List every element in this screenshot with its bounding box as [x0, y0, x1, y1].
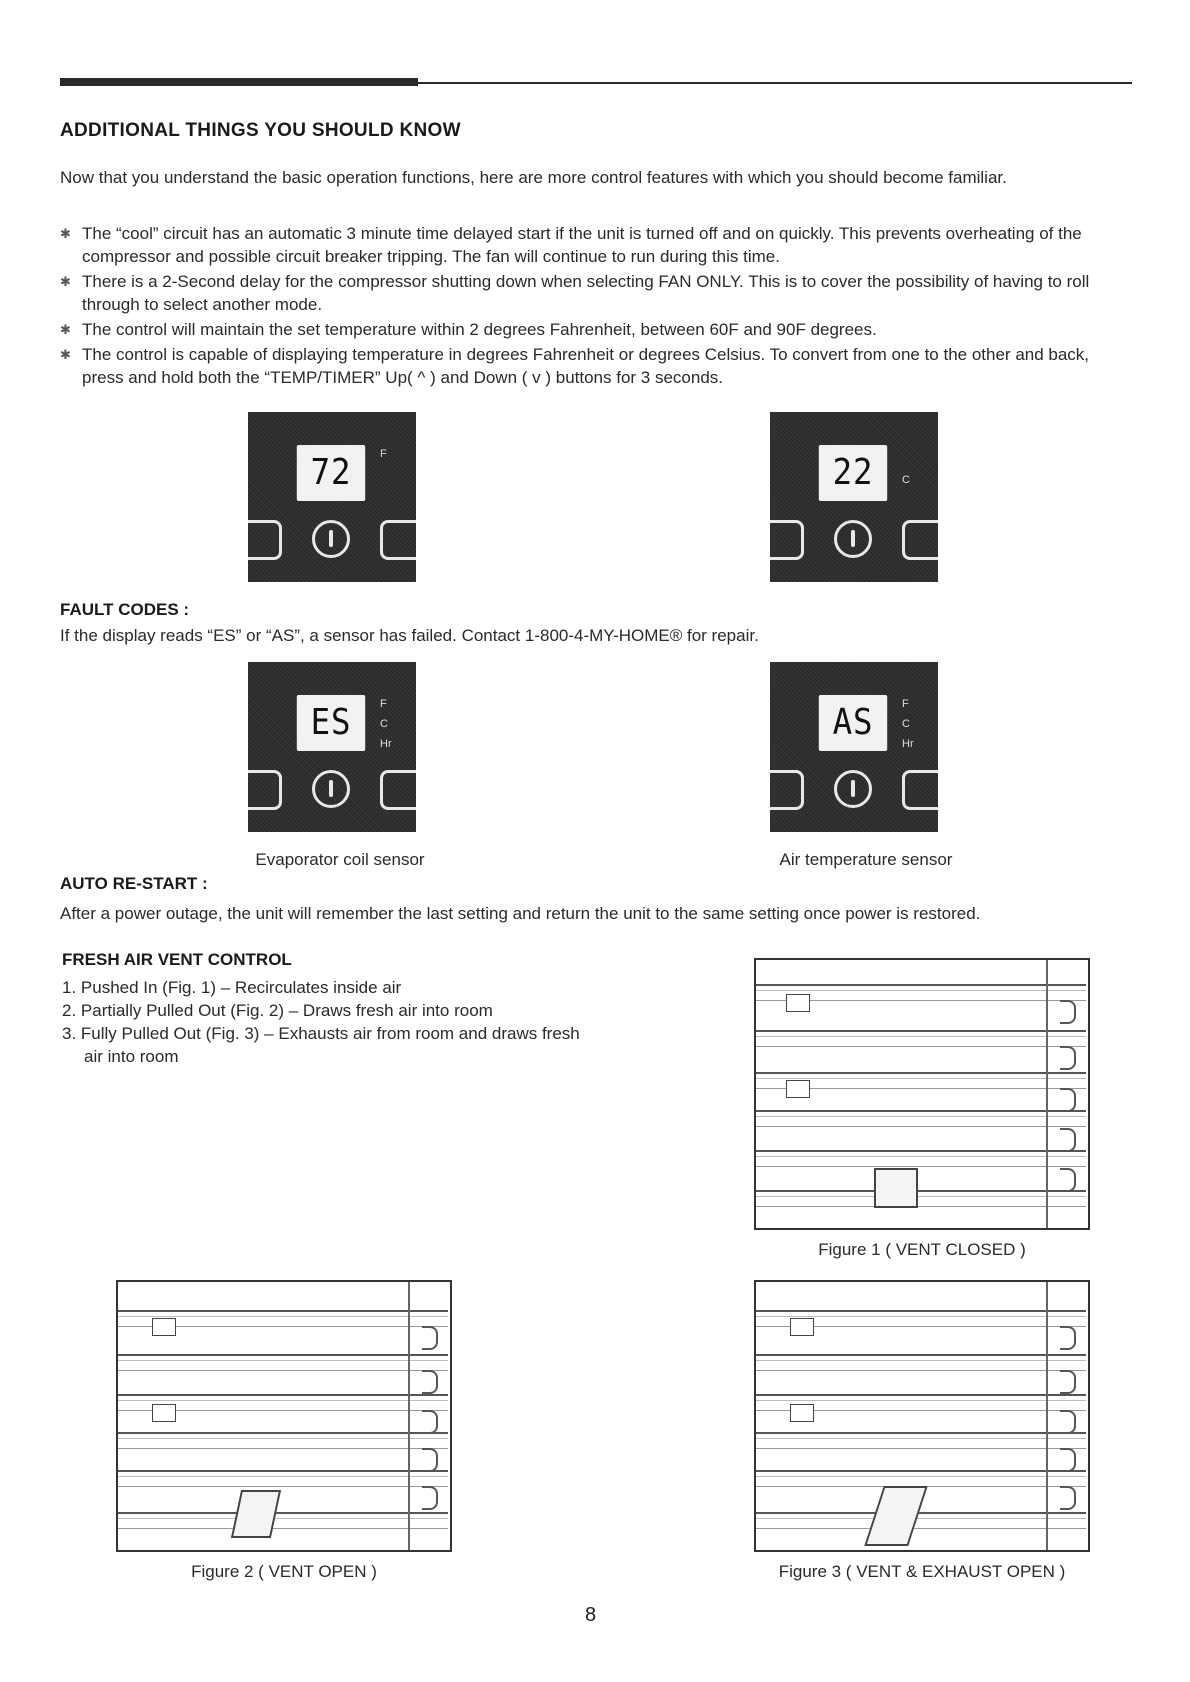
control-panel-celsius	[770, 412, 938, 582]
louver	[118, 1354, 448, 1371]
power-icon	[312, 520, 350, 558]
bullet-item: ✱ There is a 2-Second delay for the compressor shutting down when selecting FAN ONLY. This is to cover the possibility of having to roll through to select another mode.	[60, 272, 1090, 314]
auto-restart-title: AUTO RE-START :	[60, 874, 208, 893]
right-button-icon	[380, 770, 416, 810]
control-panel-es	[248, 662, 416, 832]
hook	[1060, 1326, 1076, 1350]
unit-label-f: F	[902, 698, 909, 710]
hook	[1060, 1448, 1076, 1472]
vent-step-3: 3. Fully Pulled Out (Fig. 3) – Exhausts air from room and draws fresh	[62, 1024, 580, 1043]
clip	[786, 1080, 810, 1098]
louver	[756, 1190, 1086, 1207]
vent-slider-handle	[874, 1168, 918, 1208]
power-icon	[834, 770, 872, 808]
section-title: ADDITIONAL THINGS YOU SHOULD KNOW	[60, 120, 461, 141]
hook	[1060, 1046, 1076, 1070]
hook	[422, 1410, 438, 1434]
left-button-icon	[770, 520, 804, 560]
caption-evaporator-sensor: Evaporator coil sensor	[255, 850, 425, 869]
feature-bullet-list	[60, 222, 1130, 391]
rail	[1046, 960, 1048, 1228]
hook	[422, 1448, 438, 1472]
hook	[1060, 1486, 1076, 1510]
hook	[1060, 1088, 1076, 1112]
caption-air-sensor: Air temperature sensor	[779, 850, 953, 869]
bullet-item: ✱ The control will maintain the set temperature within 2 degrees Fahrenheit, between 60F and 90F degrees.	[60, 320, 877, 339]
asterisk-icon: ✱	[60, 274, 71, 289]
fault-codes-title: FAULT CODES :	[60, 600, 190, 619]
bullet-item: ✱ The control is capable of displaying temperature in degrees Fahrenheit or degrees Celsius. To convert from one to the other and back, press and hold both the “TEMP/TIMER” Up( ^ ) and Down ( v ) buttons for 3 seconds.	[60, 345, 1090, 387]
clip	[786, 994, 810, 1012]
asterisk-icon: ✱	[60, 322, 71, 337]
louver	[118, 1470, 448, 1487]
unit-label-c: C	[902, 718, 910, 730]
vent-step-2: 2. Partially Pulled Out (Fig. 2) – Draws fresh air into room	[62, 1001, 493, 1020]
clip	[790, 1404, 814, 1422]
figure-1-vent-closed	[754, 958, 1090, 1230]
unit-label: F	[380, 448, 387, 460]
control-panel-as	[770, 662, 938, 832]
louver	[756, 1512, 1086, 1529]
left-button-icon	[248, 520, 282, 560]
unit-label: C	[902, 474, 910, 486]
lcd-display: 22	[819, 445, 887, 501]
figure-1-caption: Figure 1 ( VENT CLOSED )	[818, 1240, 1026, 1259]
hook	[422, 1370, 438, 1394]
lcd-display: AS	[819, 695, 887, 751]
control-panel-fahrenheit	[248, 412, 416, 582]
lcd-display: ES	[297, 695, 365, 751]
unit-label-hr: Hr	[380, 738, 392, 750]
header-rule-thin	[60, 82, 1132, 84]
asterisk-icon: ✱	[60, 347, 71, 362]
left-button-icon	[770, 770, 804, 810]
clip	[152, 1318, 176, 1336]
lcd-display: 72	[297, 445, 365, 501]
louver	[756, 1470, 1086, 1487]
rail	[1046, 1282, 1048, 1550]
clip	[152, 1404, 176, 1422]
figure-2-vent-open	[116, 1280, 452, 1552]
hook	[1060, 1000, 1076, 1024]
left-button-icon	[248, 770, 282, 810]
unit-label-hr: Hr	[902, 738, 914, 750]
right-button-icon	[902, 520, 938, 560]
power-icon	[834, 520, 872, 558]
page-number: 8	[585, 1604, 597, 1626]
hook	[1060, 1168, 1076, 1192]
figure-2-caption: Figure 2 ( VENT OPEN )	[191, 1562, 377, 1581]
vent-control-title: FRESH AIR VENT CONTROL	[62, 950, 292, 969]
bullet-item: ✱ The “cool” circuit has an automatic 3 minute time delayed start if the unit is turned off and on quickly. This prevents overheating of the compressor and possible circuit breaker tripping. The fan will continue to run during this time.	[60, 224, 1082, 266]
louver	[756, 1030, 1086, 1047]
unit-label-f: F	[380, 698, 387, 710]
right-button-icon	[902, 770, 938, 810]
louver	[118, 1432, 448, 1449]
louver	[756, 1150, 1086, 1167]
louver	[118, 1512, 448, 1529]
hook	[1060, 1370, 1076, 1394]
figure-3-vent-exhaust-open	[754, 1280, 1090, 1552]
vent-control-list	[62, 976, 702, 1068]
intro-paragraph: Now that you understand the basic operation functions, here are more control features with which you should become familiar.	[60, 168, 1007, 187]
vent-slider-handle	[231, 1490, 281, 1538]
rail	[408, 1282, 410, 1550]
hook	[422, 1486, 438, 1510]
louver	[756, 1432, 1086, 1449]
louver	[756, 1354, 1086, 1371]
auto-restart-text: After a power outage, the unit will remember the last setting and return the unit to the same setting once power is restored.	[60, 904, 981, 923]
right-button-icon	[380, 520, 416, 560]
asterisk-icon: ✱	[60, 226, 71, 241]
unit-label-c: C	[380, 718, 388, 730]
hook	[1060, 1410, 1076, 1434]
vent-step-3-continued: air into room	[84, 1047, 179, 1066]
vent-step-1: 1. Pushed In (Fig. 1) – Recirculates inside air	[62, 978, 402, 997]
fault-codes-text: If the display reads “ES” or “AS”, a sensor has failed. Contact 1-800-4-MY-HOME® for repair.	[60, 626, 759, 645]
power-icon	[312, 770, 350, 808]
figure-3-caption: Figure 3 ( VENT & EXHAUST OPEN )	[778, 1562, 1066, 1581]
hook	[422, 1326, 438, 1350]
louver	[756, 1110, 1086, 1127]
clip	[790, 1318, 814, 1336]
hook	[1060, 1128, 1076, 1152]
